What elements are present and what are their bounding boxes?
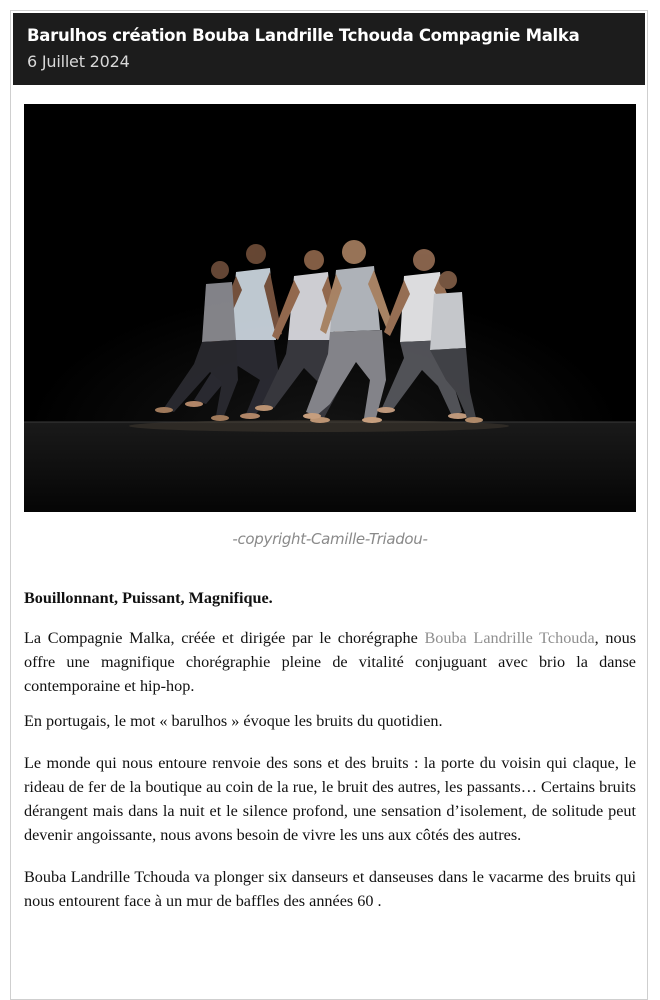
- article-paragraph: Bouba Landrille Tchouda va plonger six danseurs et danseuses dans le vacarme des bruits qui nous entourent face à un mur de baffles des années 60 .: [24, 868, 636, 910]
- post-header: [13, 13, 645, 85]
- post-date: 6 Juillet 2024: [27, 52, 130, 71]
- article-paragraph: En portugais, le mot « barulhos » évoque les bruits du quotidien.: [24, 712, 443, 730]
- choreographer-link[interactable]: Bouba Landrille Tchouda: [424, 629, 595, 647]
- paragraph-text: , nous offre une magnifique chorégraphie pleine de vitalité conjuguant avec brio la danse contemporaine et hip-hop.: [24, 629, 636, 695]
- article-paragraph: [24, 626, 636, 698]
- dance-photo: [24, 104, 636, 512]
- article-paragraph: Le monde qui nous entoure renvoie des sons et des bruits : la porte du voisin qui claque, le rideau de fer de la boutique au coin de la rue, le bruit des autres, les passants… Certains bruits dérangent mais dans la nuit et le silence profond, une sensation d’isolement, de solitude peut devenir angoissante, nous avons besoin de vivre les uns aux côtés des autres.: [24, 754, 636, 844]
- post-title[interactable]: Barulhos création Bouba Landrille Tchouda Compagnie Malka: [27, 26, 580, 45]
- photo-caption: -copyright-Camille-Triadou-: [232, 530, 428, 548]
- paragraph-text: La Compagnie Malka, créée et dirigée par le chorégraphe: [24, 629, 425, 647]
- article-lead: Bouillonnant, Puissant, Magnifique.: [24, 589, 273, 607]
- article-body: [24, 586, 636, 913]
